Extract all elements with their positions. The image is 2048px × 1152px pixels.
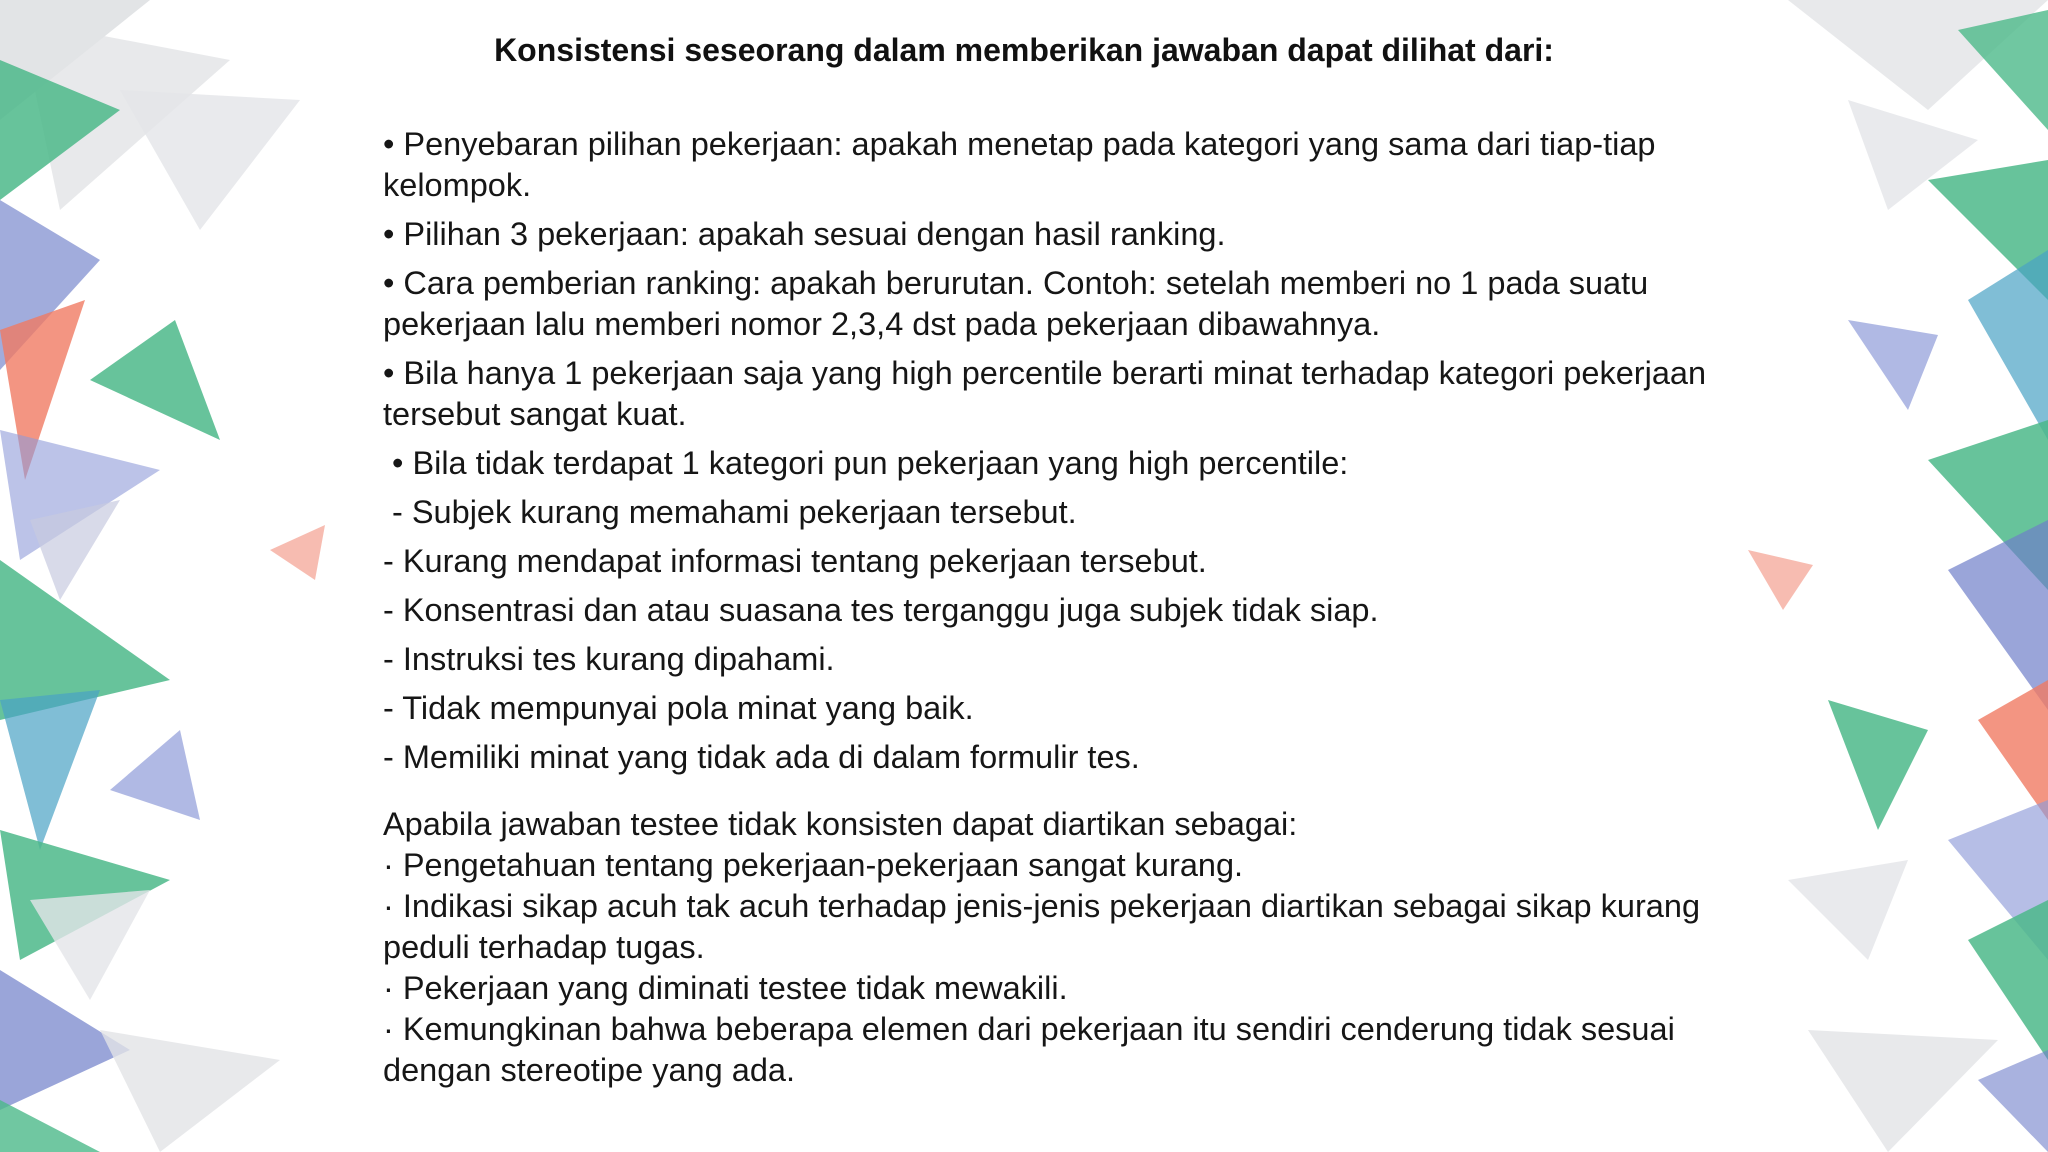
slide-body — [383, 124, 1733, 1091]
slide-title: Konsistensi seseorang dalam memberikan jawaban dapat dilihat dari: — [494, 32, 1554, 68]
bullet-point-2: • Pilihan 3 pekerjaan: apakah sesuai dengan hasil ranking. — [383, 216, 1226, 252]
sub-point-2: - Kurang mendapat informasi tentang pekerjaan tersebut. — [383, 543, 1207, 579]
bullet-point-4: • Bila hanya 1 pekerjaan saja yang high percentile berarti minat terhadap kategori pekerjaan tersebut sangat kuat. — [383, 355, 1716, 432]
sub-point-3: - Konsentrasi dan atau suasana tes terganggu juga subjek tidak siap. — [383, 592, 1379, 628]
sub-point-5: - Tidak mempunyai pola minat yang baik. — [383, 690, 974, 726]
decorative-triangles-right — [1748, 0, 2048, 1152]
bullet-point-3: • Cara pemberian ranking: apakah berurutan. Contoh: setelah memberi no 1 pada suatu pekerjaan lalu memberi nomor 2,3,4 dst pada pekerjaan dibawahnya. — [383, 265, 1658, 342]
sub-point-6: - Memiliki minat yang tidak ada di dalam formulir tes. — [383, 739, 1140, 775]
sub-point-4: - Instruksi tes kurang dipahami. — [383, 641, 835, 677]
conclusion-item-4: · Kemungkinan bahwa beberapa elemen dari pekerjaan itu sendiri cenderung tidak sesuai dengan stereotipe yang ada. — [383, 1011, 1684, 1088]
conclusion-item-3: · Pekerjaan yang diminati testee tidak mewakili. — [383, 970, 1068, 1006]
section-spacer — [383, 778, 1733, 804]
bullet-point-5: • Bila tidak terdapat 1 kategori pun pekerjaan yang high percentile: — [383, 445, 1349, 481]
conclusion-intro: Apabila jawaban testee tidak konsisten dapat diartikan sebagai: — [383, 806, 1298, 842]
conclusion-item-2: · Indikasi sikap acuh tak acuh terhadap jenis-jenis pekerjaan diartikan sebagai sikap kurang peduli terhadap tugas. — [383, 888, 1710, 965]
decorative-triangles-left — [0, 0, 340, 1152]
conclusion-item-1: · Pengetahuan tentang pekerjaan-pekerjaan sangat kurang. — [383, 847, 1244, 883]
sub-point-1: - Subjek kurang memahami pekerjaan tersebut. — [383, 494, 1077, 530]
bullet-point-1: • Penyebaran pilihan pekerjaan: apakah menetap pada kategori yang sama dari tiap-tiap kelompok. — [383, 126, 1665, 203]
